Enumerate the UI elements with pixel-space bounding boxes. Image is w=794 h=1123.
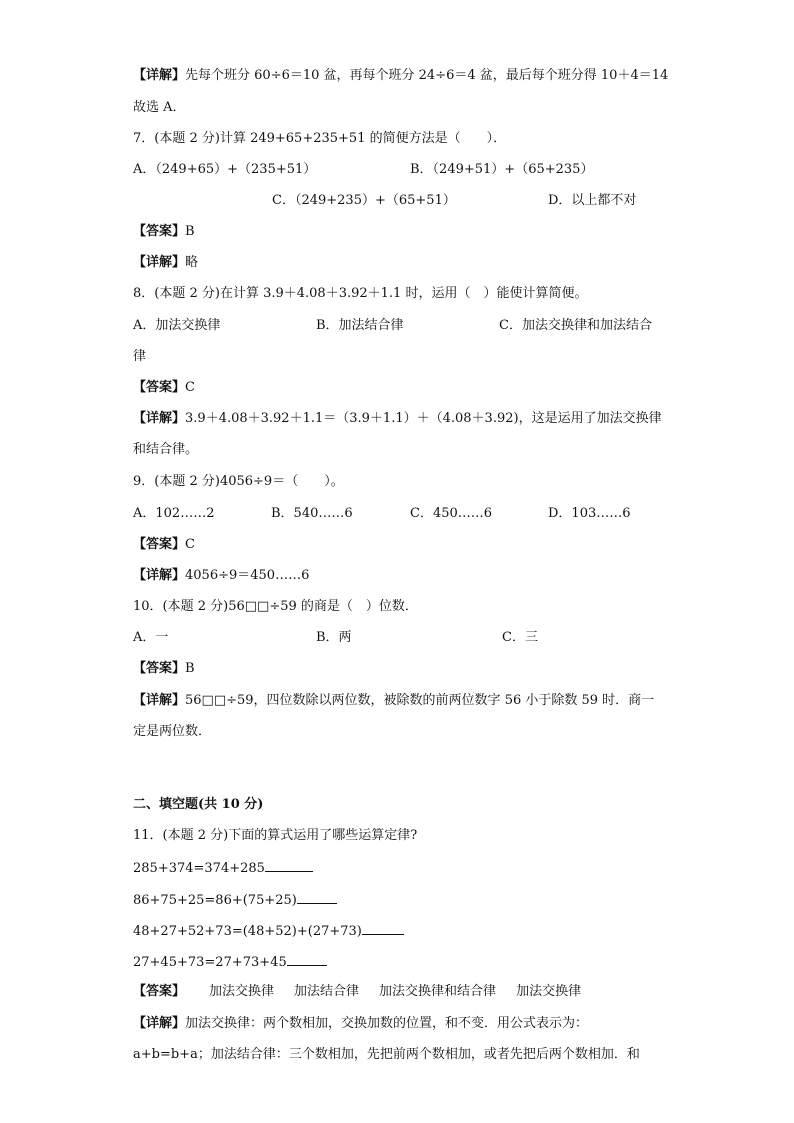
option-c: C．三 — [502, 630, 538, 645]
answer-line — [133, 380, 195, 396]
option-b: B．540……6 — [271, 506, 353, 521]
explanation-text: 略 — [185, 255, 199, 270]
explanation-text: 3.9＋4.08＋3.92＋1.1＝（3.9＋1.1）＋（4.08＋3.92)，这是运用了加法交换律 — [185, 411, 662, 426]
answer-blank[interactable] — [297, 891, 337, 904]
explanation-line — [133, 68, 668, 84]
explanation-tag: 【详解】 — [133, 693, 186, 708]
equation-text: 48+27+52+73=(48+52)+(27+73) — [133, 924, 362, 939]
question-9: 9．(本题 2 分)4056÷9＝（ ）。 — [133, 474, 344, 489]
option-d: D．103……6 — [548, 506, 631, 521]
answer-text: B — [185, 661, 195, 676]
question-7: 7．(本题 2 分)计算 249+65+235+51 的简便方法是（ ）． — [133, 131, 507, 146]
answer-blank[interactable] — [362, 922, 404, 935]
answer-line — [133, 224, 195, 240]
equation-line — [133, 922, 404, 940]
answer-line — [133, 984, 581, 1000]
explanation-text: 加法交换律：两个数相加，交换加数的位置，和不变．用公式表示为： — [185, 1016, 589, 1031]
option-c: C．（249+235）+（65+51） — [272, 193, 456, 208]
explanation-line: a+b=b+a；加法结合律：三个数相加，先把前两个数相加，或者先把后两个数相加．和 — [133, 1047, 640, 1062]
option-c: C．450……6 — [410, 506, 493, 521]
equation-text: 27+45+73=27+73+45 — [133, 955, 287, 970]
option-b: B．两 — [316, 630, 352, 645]
option-b: B．加法结合律 — [316, 318, 404, 333]
answer-text: 加法交换律 — [516, 984, 582, 999]
explanation-line: 故选 A． — [133, 100, 186, 115]
explanation-line — [133, 568, 309, 584]
section-heading: 二、填空题(共 10 分) — [133, 797, 264, 812]
answer-blank[interactable] — [287, 953, 327, 966]
answer-blank[interactable] — [265, 859, 313, 872]
answer-text: C — [185, 537, 195, 552]
explanation-line — [133, 693, 654, 709]
answer-tag: 【答案】 — [133, 984, 186, 999]
answer-tag: 【答案】 — [133, 661, 186, 676]
equation-line — [133, 891, 337, 909]
question-10: 10．(本题 2 分)56□□÷59 的商是（ ）位数． — [133, 599, 418, 614]
explanation-tag: 【详解】 — [133, 411, 186, 426]
explanation-text: 56□□÷59，四位数除以两位数，被除数的前两位数字 56 小于除数 59 时．商一 — [185, 693, 655, 708]
explanation-line: 和结合律。 — [133, 442, 199, 457]
explanation-line — [133, 411, 662, 427]
answer-tag: 【答案】 — [133, 224, 186, 239]
equation-text: 86+75+25=86+(75+25) — [133, 893, 297, 908]
option-c-continued: 律 — [133, 349, 147, 364]
explanation-line: 定是两位数． — [133, 724, 212, 739]
answer-text: C — [185, 380, 195, 395]
explanation-tag: 【详解】 — [133, 255, 186, 270]
explanation-tag: 【详解】 — [133, 1016, 186, 1031]
answer-tag: 【答案】 — [133, 537, 186, 552]
answer-text: 加法交换律和结合律 — [379, 984, 497, 999]
answer-text: 加法结合律 — [294, 984, 360, 999]
explanation-line — [133, 1016, 588, 1032]
question-11: 11．(本题 2 分)下面的算式运用了哪些运算定律? — [133, 828, 418, 843]
explanation-tag: 【详解】 — [133, 568, 186, 583]
explanation-line — [133, 255, 198, 271]
option-c: C．加法交换律和加法结合 — [499, 318, 652, 333]
answer-text: 加法交换律 — [209, 984, 275, 999]
option-a: A．一 — [133, 630, 169, 645]
equation-line — [133, 859, 313, 877]
answer-text: B — [185, 224, 195, 239]
answer-tag: 【答案】 — [133, 380, 186, 395]
explanation-tag: 【详解】 — [133, 68, 186, 83]
explanation-text: 先每个班分 60÷6＝10 盆，再每个班分 24÷6＝4 盆，最后每个班分得 10＋4＝14 — [185, 68, 669, 83]
equation-line — [133, 953, 327, 971]
equation-text: 285+374=374+285 — [133, 861, 265, 876]
option-b: B．（249+51）+（65+235） — [410, 162, 594, 177]
option-a: A．加法交换律 — [133, 318, 221, 333]
question-8: 8．(本题 2 分)在计算 3.9＋4.08＋3.92＋1.1 时，运用（ ）能使计算简便。 — [133, 286, 588, 301]
explanation-text: 4056÷9＝450……6 — [185, 568, 310, 583]
option-a: A．102……2 — [133, 506, 215, 521]
answer-line — [133, 537, 195, 553]
option-a: A．（249+65）+（235+51） — [133, 162, 317, 177]
answer-line — [133, 661, 195, 677]
option-d: D．以上都不对 — [548, 193, 637, 208]
